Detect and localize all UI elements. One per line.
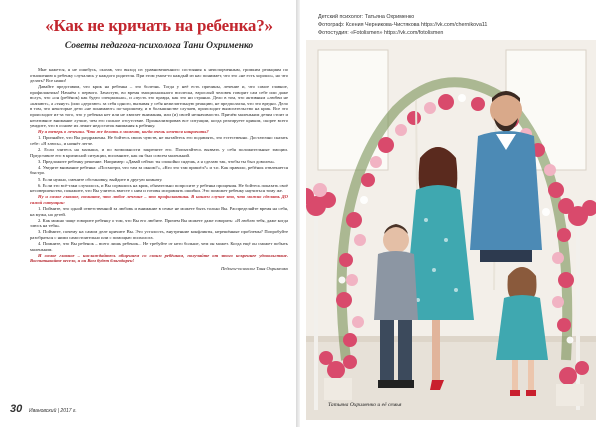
- highlight-paragraph: И самое главное – наслаждайтесь общением со своим ребёнком, получайте от этого искреннее удовольствие. Воспитывайте весело, и он Вам будет благодарен!: [30, 252, 288, 264]
- credit-photographer: Фотограф: Ксения Черникова-Чистякова https://vk.com/chernikova11: [318, 22, 488, 29]
- list-item: 6. Если это всё-таки случилось, и Вы сорвались на крик, обязательно попросите у ребенка прощения. Не бойтесь показать своё несовершенство, покажите, что Вы учитесь вместе с ним и готовы исправлять ошибки. Это поможет ребенку научиться тому же.: [30, 182, 288, 194]
- signature: Педагог-психолог Таня Охрименко: [220, 265, 288, 271]
- list-item: 4. Уведите внимание ребенка: «Посмотри, что там за окном?», «Кто это там пришёл?» и т.п. Как правило, ребёнок отвлекается быстро.: [30, 164, 288, 176]
- list-item: 3. Предложите ребенку решение. Например: «Давай сейчас ты спокойно сядешь, а я сделаю так, чтобы ты был доволен».: [38, 158, 276, 164]
- article-title: «Как не кричать на ребенка?»: [45, 16, 273, 35]
- photo-caption: Татьяна Охрименко и её семья: [328, 402, 402, 408]
- page-footer: [10, 403, 120, 415]
- list-item: 2. Если злитесь на малыша, и по возможности закрепите его. Попытайтесь вызвать у себя положительные эмоции. Представьте его в кризисной ситуации, вспомните, как он был совсем маленький.: [30, 147, 288, 158]
- list-item: 1. Поймите, что одной ответственной за любовь и внимание в семье не можете быть только Вы. Распределяйте время на себя, на мужа, на детей.: [30, 206, 288, 217]
- credit-studio: Фотостудия: «Fotolismen» https://vk.com/fotolismen: [318, 30, 444, 37]
- article-subtitle: Советы педагога-психолога Тани Охрименко: [64, 41, 254, 51]
- article-body: [30, 67, 288, 387]
- left-page: [0, 0, 296, 427]
- page-number: 30: [10, 403, 23, 415]
- list-item: 1. Признайте, что Вы раздражены. Не бойтесь своих чувств, не пытайтесь его подавлять, это естественно. Достаточно сказать себе: «Я злюсь», и начнёт легче.: [30, 135, 288, 146]
- list-item: 4. Помните, что Вы ребенок – всего лишь ребенок... Не требуйте от него больше, чем он может. Когда ещё он сможет побыть маленьким.: [30, 241, 288, 252]
- photo-credits: [318, 13, 578, 38]
- paragraph: Давайте представим, что крик на ребенка – это болезнь. Тогда у неё есть причины, лечение и, что самое главное, профилактика! Начнём с первого. Зачастую, во время эмоционального всплеска, взрослый человек говорит сам себе или даже вслух, что «он (ребёнок) как будто специально», и «пусть это правда, как это ни странно. Дело в том, что активным «любви не «капают», а «тянут» (или «дергают» за себя одного, вызывая у себя нежелательную реакцию, не предполагая, что это вредно. Дело в том, что некоторые дети «не понимают» по-хорошему, и в большинстве случаев, происходит вымогательство на крик. Все это происходит из-за того, что у ребенка нет или не хватает внимания, или (и) своей незначимости. Причём маленьким детям стоит и негативное внимание лучше, чем его полное отсутствие. Проанализировав все ситуации, когда реагируете криком, скорее всего увидите, что в основе их лежит недостаток внимания к ребенку.: [30, 84, 288, 129]
- list-item: 5. Если нужно, смените обстановку, выйдите в другую комнату.: [38, 176, 163, 182]
- list-item: 2. Как можно чаще говорите ребенку о том, что Вы его любите. Причем Вы можете даже говорить: «Я люблю тебя, даже когда злюсь на тебя».: [30, 217, 288, 229]
- section-heading: Ну и самое главное, помните, что любое лечение – это профилактика. В нашем случае это, что можно сделать ДО самой ситуации:: [30, 194, 288, 205]
- issue-label: Ивановский | 2017 г.: [29, 408, 77, 414]
- section-heading: Ну а теперь о лечении. Что же делать в момент, когда очень хочется накричать?: [38, 129, 209, 135]
- family-photo: [306, 40, 596, 420]
- credit-psychologist: Детский психолог: Татьяна Охрименко: [318, 14, 415, 20]
- list-item: 3. Поймите, почему на самом деле кричите Вы. Это усталость, внутренние конфликты, нерешённые проблемы? Попробуйте разобраться с ними самостоятельно или с помощью психолога.: [30, 229, 288, 240]
- paragraph: Мне кажется, я не ошибусь, сказав, что выход из уравновешенного состояния к неиспорченным, громким реакциям по отношению к ребенку случались у каждого родителя. При этом умом-то каждый из нас понимает, что это «не есть хорошо», но что делать? Все наши!: [30, 67, 288, 84]
